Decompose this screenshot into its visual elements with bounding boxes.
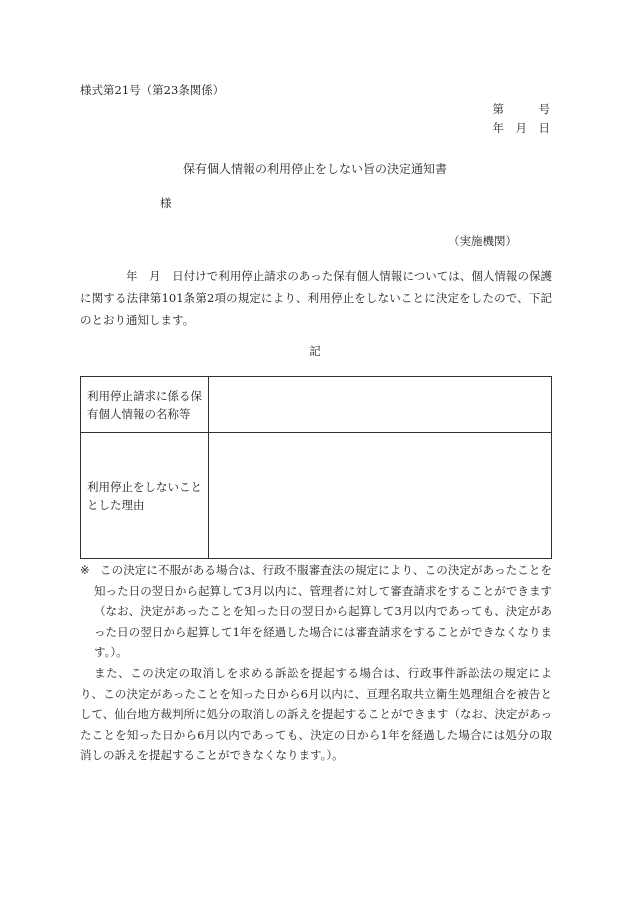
issuing-organization: （実施機関） <box>448 234 517 248</box>
note-mark: ※ <box>80 563 90 577</box>
table-value-cell <box>209 433 552 559</box>
body-text: 年 月 日付けで利用停止請求のあった保有個人情報については、個人情報の保護に関する法律第101条第2項の規定により、利用停止をしないことに決定をしたので、下記のとおり通知します。 <box>80 269 552 327</box>
document-date: 年 月 日 <box>492 121 550 135</box>
document-title: 保有個人情報の利用停止をしない旨の決定通知書 <box>182 162 447 176</box>
notes-section <box>80 560 552 766</box>
table-label-cell: 利用停止請求に係る保有個人情報の名称等 <box>81 377 209 433</box>
table-row <box>81 377 552 433</box>
note-paragraph-1-text: この決定に不服がある場合は、行政不服審査法の規定により、この決定があったことを知った日の翌日から起算して3月以内に、管理者に対して審査請求をすることができます（なお、決定があったことを知った日の翌日から起算して3月以内であっても、決定があった日の翌日から起算して1年を経過した場合には審査請求をすることができなくなります。）。 <box>94 563 552 660</box>
table-row <box>81 433 552 559</box>
table-value-cell <box>209 377 552 433</box>
table-label-cell: 利用停止をしないこととした理由 <box>81 433 209 559</box>
note-paragraph-1 <box>80 560 552 663</box>
note-paragraph-2: また、この決定の取消しを求める訴訟を提起する場合は、行政事件訴訟法の規定により、この決定があったことを知った日から6月以内に、亘理名取共立衛生処理組合を被告として、仙台地方裁判所に処分の取消しの訴えを提起することができます（なお、決定があったことを知った日から6月以内であっても、決定の日から1年を経過した場合には処分の取消しの訴えを提起することができなくなります。）。 <box>80 665 552 763</box>
info-table <box>80 376 552 559</box>
ki-heading: 記 <box>309 344 321 358</box>
document-number: 第 号 <box>492 102 550 116</box>
addressee: 様 <box>160 196 172 210</box>
form-number: 様式第21号（第23条関係） <box>80 83 225 97</box>
